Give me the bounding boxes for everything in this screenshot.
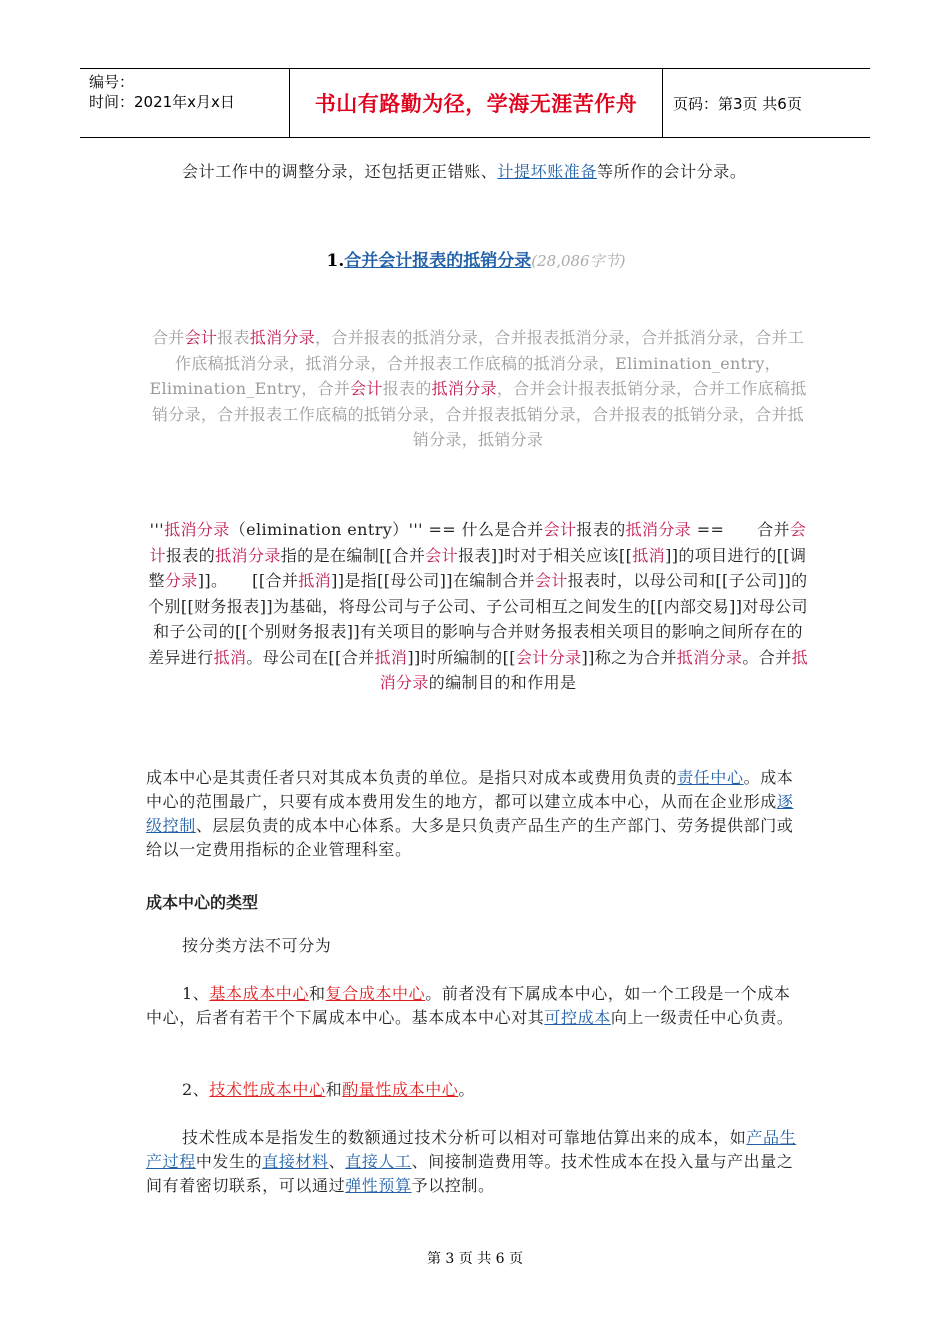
- text-run: 和: [309, 984, 326, 1003]
- text-run: 、层层负责的成本中心体系。大多是只负责产品生产的生产部门、劳务提供部门或给以一定费用指标的企业管理科室。: [146, 816, 794, 859]
- header-motto: 书山有路勤为径，学海无涯苦作舟: [289, 69, 663, 137]
- text-run: 报表的: [576, 520, 626, 539]
- item-2-paragraph: [146, 1078, 806, 1102]
- intro-paragraph: [146, 160, 806, 184]
- inline-link[interactable]: 技术性成本中心: [209, 1080, 326, 1099]
- text-run: 、间接制造费用等。技术性成本在投入量与产出量之间有着密切联系，可以通过: [146, 1152, 794, 1195]
- inline-link[interactable]: 产品生产过程: [146, 1128, 797, 1171]
- wiki-excerpt: [146, 517, 810, 696]
- keyword-highlight: 会计: [149, 520, 807, 565]
- text-run: 。合并: [742, 647, 792, 667]
- inline-link[interactable]: 弹性预算: [345, 1176, 412, 1195]
- inline-link[interactable]: 直接人工: [345, 1152, 412, 1171]
- keyword-highlight: 会计: [350, 379, 383, 398]
- types-heading: 成本中心的类型: [146, 893, 259, 912]
- text-run: 2、: [182, 1080, 210, 1099]
- keyword-highlight: 抵消分录: [215, 545, 281, 565]
- cost-center-paragraph: [146, 766, 806, 862]
- text-run: 的编制目的和作用是: [428, 673, 577, 692]
- text-run: ]]是指[[母公司]]在编制合并: [331, 571, 535, 590]
- text-run: 。前者没有下属成本中心，如一个工段是一个成本中心，后者有若干个下属成本中心。基本成本中心对其: [146, 984, 791, 1027]
- keyword-highlight: 抵消: [374, 647, 408, 667]
- text-run: （elimination entry）''' == 什么是合并: [229, 520, 544, 539]
- header-meta: [80, 69, 289, 137]
- keyword-highlight: 抵消分录: [249, 328, 315, 347]
- keyword-highlight: 分录: [164, 571, 198, 590]
- inline-link[interactable]: 基本成本中心: [209, 984, 309, 1003]
- text-run: 合并: [151, 328, 185, 347]
- text-run: 。: [458, 1080, 476, 1099]
- text-run: 报表的: [382, 379, 432, 398]
- keyword-highlight: 抵消分录: [625, 520, 692, 539]
- text-run: 成本中心是其责任者只对其成本负责的单位。是指只对成本或费用负责的: [146, 768, 678, 787]
- keywords-block: [146, 325, 810, 453]
- tech-cost-paragraph: [146, 1126, 806, 1198]
- text-run: 向上一级责任中心负责。: [610, 1008, 794, 1027]
- text-run: 报表时，以母公司和[[子公司]]的个别[[财务报表]]为基础，将母公司与子公司、子公司相互之间发生的[[内部交易]]对母公司和子公司的[[个别财务报表]]有关项目的影响与合并财务报表相关项目的影响之间所存在的差异进行: [147, 571, 808, 667]
- text-run: 和: [325, 1080, 343, 1099]
- text-run: 。成本中心的范围最广，只要有成本费用发生的地方，都可以建立成本中心，从而在企业形成: [146, 768, 794, 811]
- keyword-highlight: 抵消分录: [676, 647, 743, 667]
- link-bad-debt[interactable]: 计提坏账准备: [497, 162, 598, 181]
- text-run: 予以控制。: [411, 1176, 495, 1195]
- text-run: 中发生的: [195, 1152, 263, 1171]
- text-run: ，合并会计报表抵销分录，合并工作底稿抵销分录，合并报表工作底稿的抵销分录，合并报表抵销分录，合并报表的抵销分录，合并抵销分录，抵销分录: [151, 379, 807, 449]
- keyword-highlight: 抵消分录: [164, 520, 230, 539]
- text-run: 。母公司在[[合并: [246, 647, 375, 667]
- text-run: 1、: [182, 984, 210, 1003]
- classify-paragraph: 按分类方法不可分为: [182, 936, 332, 955]
- keyword-highlight: 会计: [543, 520, 577, 539]
- text-run: 、: [328, 1152, 346, 1171]
- keyword-highlight: 会计: [534, 571, 568, 590]
- text-run: ]]称之为合并: [581, 647, 677, 667]
- intro-text-end: 等所作的会计分录。: [597, 162, 747, 181]
- text-run: ''': [149, 520, 165, 539]
- text-run: == 合并: [691, 520, 790, 539]
- keyword-highlight: 抵消: [298, 571, 332, 590]
- inline-link[interactable]: 直接材料: [262, 1152, 329, 1171]
- text-run: 技术性成本是指发生的数额通过技术分析可以相对可靠地估算出来的成本，如: [182, 1128, 747, 1147]
- page-footer: 第 3 页 共 6 页: [426, 1251, 524, 1267]
- keyword-highlight: 抵消分录: [379, 647, 809, 692]
- text-run: ]]的项目进行的[[调整: [148, 545, 807, 590]
- keyword-highlight: 会计: [425, 545, 459, 565]
- keyword-highlight: 抵消分录: [431, 379, 497, 398]
- page-header: [80, 68, 870, 138]
- inline-link[interactable]: 可控成本: [544, 1008, 611, 1027]
- intro-text: 会计工作中的调整分录，还包括更正错账、: [182, 162, 498, 181]
- section-size: (28,086字节): [531, 252, 626, 270]
- text-run: 报表]]时对于相关应该[[: [458, 545, 633, 565]
- section-title-link[interactable]: 合并会计报表的抵销分录: [344, 251, 532, 271]
- time-label: 时间：2021年x月x日: [89, 93, 235, 111]
- keyword-highlight: 抵消: [632, 545, 666, 565]
- keyword-highlight: 抵消: [213, 647, 247, 667]
- section-title: [146, 246, 806, 271]
- text-run: ，合并报表的抵消分录，合并报表抵消分录，合并抵消分录，合并工作底稿抵消分录，抵消分录，合并报表工作底稿的抵消分录，Elimination_entry，Elimination_Entry，合并: [149, 328, 805, 398]
- keyword-highlight: 会计: [184, 328, 218, 347]
- text-run: ]]时所编制的[[: [407, 647, 516, 667]
- item-1-paragraph: [146, 982, 806, 1030]
- inline-link[interactable]: 逐级控制: [146, 792, 794, 835]
- section-number: 1.: [326, 251, 345, 271]
- header-page-info: 页码：第3页 共6页: [673, 94, 802, 113]
- inline-link[interactable]: 酌量性成本中心: [342, 1080, 459, 1099]
- text-run: 指的是在编制[[合并: [280, 545, 426, 565]
- inline-link[interactable]: 责任中心: [677, 768, 744, 787]
- text-run: ]]。 [[合并: [197, 571, 299, 590]
- text-run: 报表: [217, 328, 250, 347]
- text-run: 报表的: [165, 545, 216, 565]
- number-label: 编号：: [89, 73, 135, 91]
- inline-link[interactable]: 复合成本中心: [325, 984, 426, 1003]
- keyword-highlight: 会计分录: [515, 647, 582, 667]
